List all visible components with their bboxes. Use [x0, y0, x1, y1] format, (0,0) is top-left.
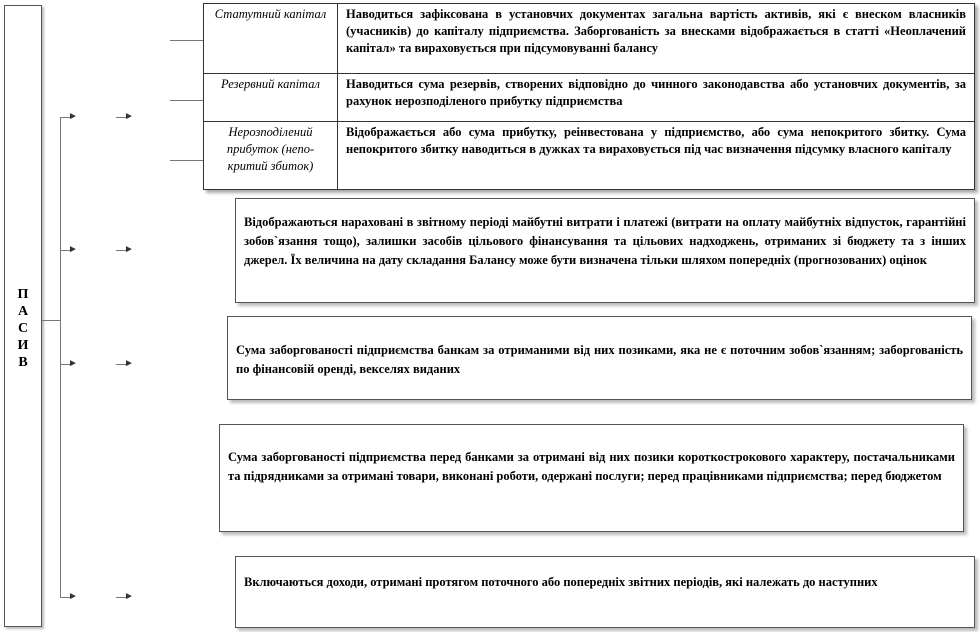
arrow-icon: ► [124, 244, 134, 255]
passive-letter: И [17, 338, 29, 353]
passive-letter: В [18, 355, 28, 370]
passive-label [5, 286, 41, 371]
equity-description: Наводиться зафіксована в установчих документах загальна вартість активів, які є внеском власників (учасників) до капіталу підприємства. Заборгованість за внесками відображається в статті «Неоплачений капітал» та вираховується при підсумовуванні балансу [338, 4, 975, 74]
long-term-liabilities-box: Сума заборгованості підприємства банкам за отриманими від них позиками, яка не є поточним зобов`язанням; заборгованість по фінансовій оренді, векселях виданих [227, 316, 972, 400]
connector-trunk-to-label [42, 320, 60, 321]
equity-description: Наводиться сума резервів, створених відповідно до чинного законодавства або установчих документів, за рахунок нерозподіленого прибутку підприємства [338, 74, 975, 122]
connector-row-1 [170, 40, 203, 41]
equity-table [203, 3, 975, 190]
connector-row-2 [170, 100, 203, 101]
arrow-icon: ► [68, 111, 78, 122]
current-liabilities-box: Сума заборгованості підприємства перед банками за отримані від них позики короткострокового характеру, постачальниками та підрядниками за отримані товари, виконані роботи, одержані послуги; перед працівниками підприємства; перед бюджетом [219, 424, 964, 532]
equity-label: Нерозподілений прибуток (непо-критий збиток) [204, 122, 338, 190]
equity-description: Відображається або сума прибутку, реінвестована у підприємство, або сума непокритого збитку. Сума непокритого збитку наводиться в дужках та вираховується під час визначення підсумку власного капіталу [338, 122, 975, 190]
provisions-box: Відображаються нараховані в звітному періоді майбутні витрати і платежі (витрати на оплату майбутніх відпусток, гарантійні зобов`язання тощо), залишки засобів цільового фінансування та цільових надходжень, отриманих зі бюджету та з інших джерел. Їх величина на дату складання Балансу може бути визначена тільки шляхом попередніх (прогнозованих) оцінок [235, 198, 975, 303]
deferred-income-box: Включаються доходи, отримані протягом поточного або попередніх звітних періодів, які належать до наступних [235, 556, 975, 628]
arrow-icon: ► [124, 358, 134, 369]
table-row [204, 122, 975, 190]
passive-label-box [4, 5, 42, 627]
equity-label: Статутний капітал [204, 4, 338, 74]
equity-label: Резервний капітал [204, 74, 338, 122]
connector-trunk [60, 117, 61, 597]
arrow-icon: ► [124, 591, 134, 602]
arrow-icon: ► [68, 244, 78, 255]
passive-letter: П [17, 287, 29, 302]
passive-letter: С [17, 321, 29, 336]
connector-row-3 [170, 160, 203, 161]
table-row [204, 74, 975, 122]
table-row [204, 4, 975, 74]
passive-letter: А [17, 304, 29, 319]
arrow-icon: ► [68, 358, 78, 369]
arrow-icon: ► [68, 591, 78, 602]
arrow-icon: ► [124, 111, 134, 122]
